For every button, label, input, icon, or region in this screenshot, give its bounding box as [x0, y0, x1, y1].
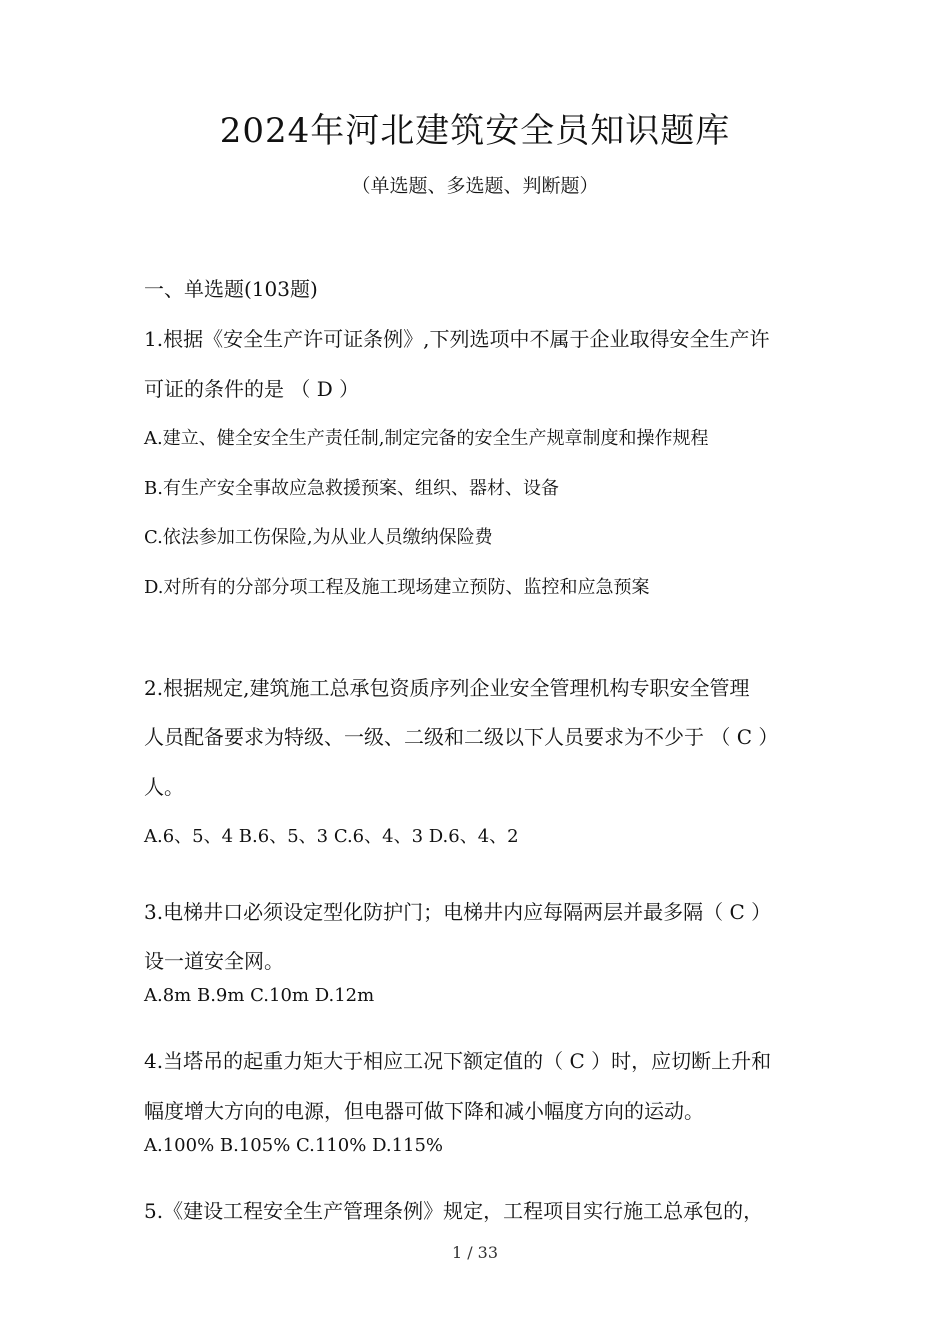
q3-options: A.8m B.9m C.10m D.12m — [144, 985, 375, 1006]
q2-text-line3: 人。 — [144, 775, 184, 799]
q2-text-line2: 人员配备要求为特级、一级、二级和二级以下人员要求为不少于 （ C ） — [144, 725, 779, 749]
q2-text-line1: 2.根据规定,建筑施工总承包资质序列企业安全管理机构专职安全管理 — [144, 676, 750, 700]
document-subtitle: （单选题、多选题、判断题） — [351, 175, 599, 197]
q1-text-line1: 1.根据《安全生产许可证条例》,下列选项中不属于企业取得安全生产许 — [144, 327, 770, 351]
page-number: 1 / 33 — [451, 1243, 499, 1262]
q1-option-a: A.建立、健全安全生产责任制,制定完备的安全生产规章制度和操作规程 — [144, 428, 709, 449]
q4-options: A.100% B.105% C.110% D.115% — [144, 1135, 444, 1156]
q1-text-line2: 可证的条件的是 （ D ） — [144, 377, 360, 401]
section-heading: 一、单选题(103题) — [144, 277, 318, 301]
q1-option-d: D.对所有的分部分项工程及施工现场建立预防、监控和应急预案 — [144, 577, 650, 598]
q5-text-line1: 5.《建设工程安全生产管理条例》规定，工程项目实行施工总承包的， — [144, 1199, 764, 1223]
q2-options: A.6、5、4 B.6、5、3 C.6、4、3 D.6、4、2 — [144, 826, 519, 847]
document-title: 2024年河北建筑安全员知识题库 — [219, 111, 731, 151]
q1-option-c: C.依法参加工伤保险,为从业人员缴纳保险费 — [144, 527, 493, 548]
q4-text-line2: 幅度增大方向的电源，但电器可做下降和减小幅度方向的运动。 — [144, 1099, 704, 1123]
q3-text-line2: 设一道安全网。 — [144, 949, 284, 973]
q4-text-line1: 4.当塔吊的起重力矩大于相应工况下额定值的（ C ）时，应切断上升和 — [144, 1049, 772, 1073]
q3-text-line1: 3.电梯井口必须设定型化防护门；电梯井内应每隔两层并最多隔（ C ） — [144, 900, 772, 924]
q1-option-b: B.有生产安全事故应急救援预案、组织、器材、设备 — [144, 478, 559, 499]
